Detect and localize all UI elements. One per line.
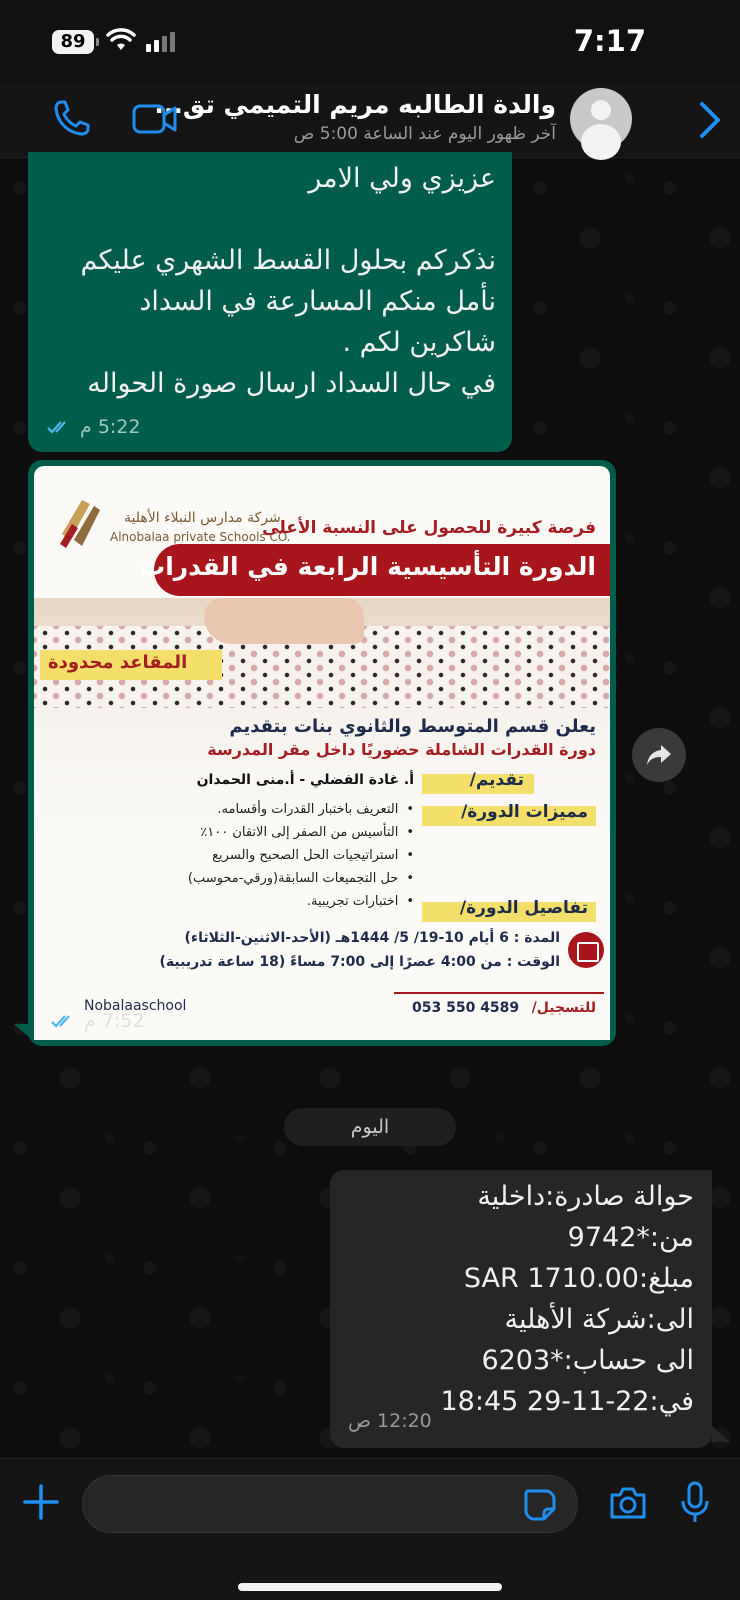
calendar-icon xyxy=(568,932,604,968)
status-time: 7:17 xyxy=(573,24,646,58)
org-name-english: Alnobalaa private Schools CO. xyxy=(110,530,291,544)
forward-button[interactable] xyxy=(632,728,686,782)
microphone-icon[interactable] xyxy=(680,1481,710,1525)
battery-icon: 89 xyxy=(52,30,94,54)
double-check-read-icon xyxy=(46,419,74,435)
feature-item: • التأسيس من الصفر إلى الاتقان ١٠٠٪ xyxy=(188,821,414,844)
divider xyxy=(394,992,604,994)
message-text: عزيزي ولي الامر نذكركم بحلول القسط الشهري عليكم نأمل منكم المسارعة في السداد شاكرين لكم . في حال السداد ارسال صورة الحواله xyxy=(80,163,496,399)
poster-headline-top: فرصة كبيرة للحصول على النسبة الأعلى xyxy=(262,518,596,538)
poster-headline-main: الدورة التأسيسية الرابعة في القدرات xyxy=(140,552,596,581)
bubble-tail xyxy=(712,1426,730,1442)
message-bubble-incoming[interactable] xyxy=(330,1170,712,1448)
wifi-icon xyxy=(106,28,136,52)
announcement-line-1: يعلن قسم المتوسط والثانوي بنات بتقديم xyxy=(229,716,596,737)
message-composer xyxy=(0,1458,740,1600)
presenters-label: تقديم/ xyxy=(469,770,524,790)
feature-item: • اختبارات تجريبية. xyxy=(188,890,414,913)
message-bubble-outgoing[interactable] xyxy=(28,152,512,452)
course-time: الوقت : من 4:00 عصرًا إلى 7:00 مساءً (18 ساعة تدريبية) xyxy=(159,954,560,970)
contact-last-seen: آخر ظهور اليوم عند الساعة 5:00 ص xyxy=(293,124,556,144)
details-label: تفاصيل الدورة/ xyxy=(459,898,588,918)
camera-icon[interactable] xyxy=(608,1485,648,1521)
features-list xyxy=(188,798,414,913)
image-message-bubble[interactable] xyxy=(28,460,616,1046)
status-bar xyxy=(0,0,740,82)
home-indicator[interactable] xyxy=(238,1583,502,1591)
announcement-line-2: دورة القدرات الشاملة حضوريًا داخل مقر المدرسة xyxy=(207,740,596,759)
message-meta xyxy=(46,416,140,438)
chat-header xyxy=(0,82,740,158)
bubble-tail xyxy=(14,1024,30,1038)
register-label: للتسجيل/ xyxy=(531,1000,596,1016)
school-logo-icon xyxy=(56,494,106,550)
feature-item: • حل التجميعات السابقة(ورقي-محوسب) xyxy=(188,867,414,890)
cellular-signal-icon xyxy=(146,32,180,52)
plus-icon[interactable] xyxy=(22,1483,60,1521)
message-text: حوالة صادرة:داخلية من:*9742 مبلغ:SAR 1710.00 الى:شركة الأهلية الى حساب:*6203 في:22-11-29 18:45 xyxy=(440,1181,694,1417)
date-separator: اليوم xyxy=(284,1108,456,1146)
forward-arrow-icon xyxy=(645,743,673,767)
message-meta xyxy=(348,1410,432,1432)
social-handle: Nobalaaschool xyxy=(84,998,187,1014)
video-call-icon[interactable] xyxy=(132,102,178,136)
message-meta xyxy=(50,1010,144,1032)
feature-item: • التعريف باختبار القدرات وأقسامه. xyxy=(188,798,414,821)
feature-item: • استراتيجيات الحل الصحيح والسريع xyxy=(188,844,414,867)
double-check-read-icon xyxy=(50,1013,78,1029)
message-input[interactable] xyxy=(82,1475,578,1533)
features-label: مميزات الدورة/ xyxy=(461,802,588,822)
sticker-icon[interactable] xyxy=(522,1487,558,1523)
contact-avatar[interactable] xyxy=(570,88,632,150)
back-chevron-icon[interactable] xyxy=(698,100,722,140)
voice-call-icon[interactable] xyxy=(52,98,92,138)
message-time: 12:20 ص xyxy=(348,1410,432,1432)
register-phone: 053 550 4589 xyxy=(412,1000,520,1016)
message-time: 7:52 م xyxy=(84,1010,145,1032)
presenters-names: أ. غادة الفضلي - أ.منى الحمدان xyxy=(196,772,414,788)
limited-seats-label: المقاعد محدودة xyxy=(48,652,188,673)
course-duration: المدة : 6 أيام 10-19/ 5/ 1444هـ (الأحد-الاثنين-الثلاثاء) xyxy=(184,930,560,946)
org-name-arabic: شركة مدارس النبلاء الأهلية xyxy=(124,510,281,526)
course-poster-image[interactable] xyxy=(34,466,610,1040)
message-time: 5:22 م xyxy=(80,416,141,438)
contact-name[interactable]: والدة الطالبه مريم التميمي تق... xyxy=(154,90,556,119)
